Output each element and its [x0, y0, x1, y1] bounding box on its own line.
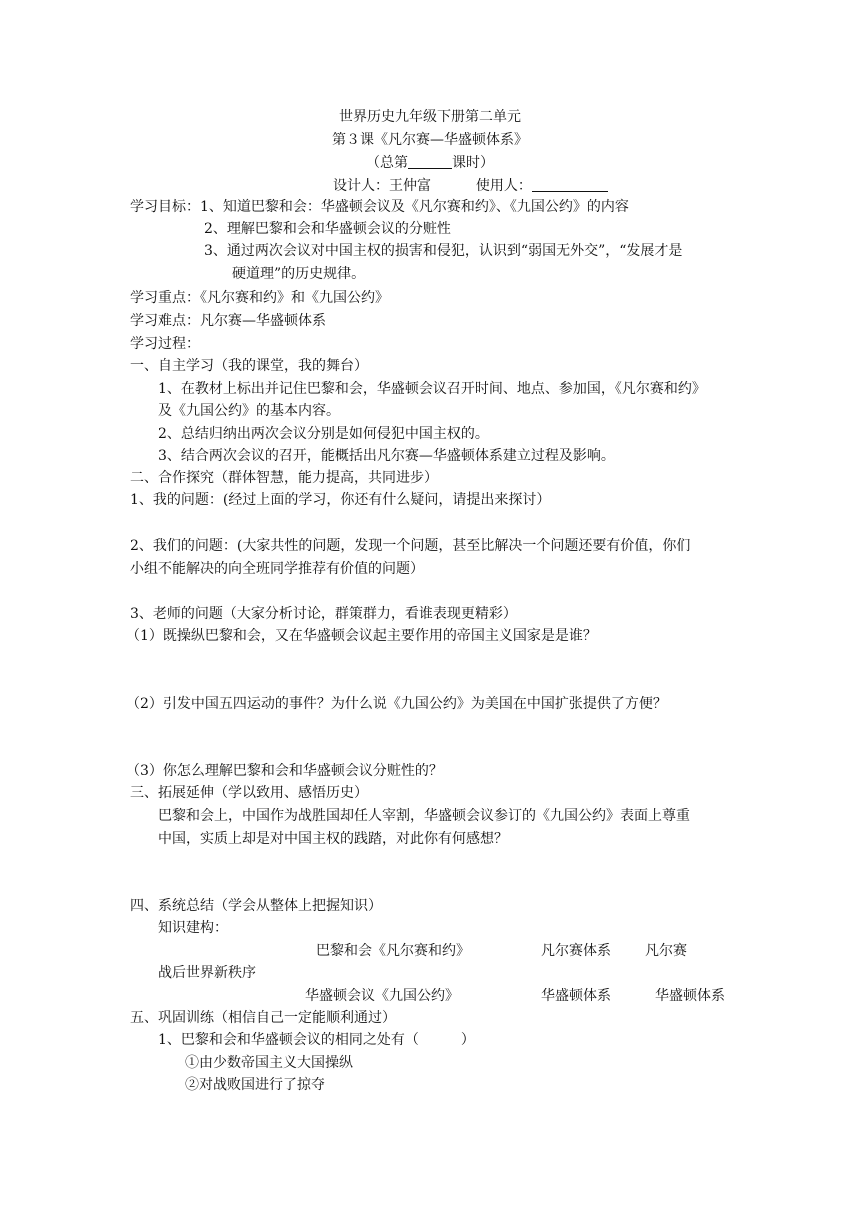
build-row-1-col-2: 凡尔赛体系 [541, 943, 611, 959]
designer: 设计人：王仲富 [333, 178, 431, 194]
my-question: 1、我的问题：(经过上面的学习，你还有什么疑问，请提出来探讨） [130, 492, 551, 508]
teacher-sub-1: （1）既操纵巴黎和会，又在华盛顿会议起主要作用的帝国主义国家是是谁？ [126, 628, 597, 644]
exercise-option-1: ①由少数帝国主义大国操纵 [185, 1055, 353, 1071]
build-row-2-col-1: 华盛顿会议《九国公约》 [305, 988, 459, 1004]
period-line [0, 153, 860, 173]
section-1-item-2: 2、总结归纳出两次会议分别是如何侵犯中国主权的。 [158, 426, 489, 442]
period-blank [408, 154, 452, 169]
period-suffix: 课时） [452, 155, 494, 171]
objective-3a: 3、通过两次会议对中国主权的损害和侵犯，认识到“弱国无外交”，“发展才是 [204, 243, 683, 259]
objective-1: 1、知道巴黎和会：华盛顿会议及《凡尔赛和约》、《九国公约》的内容 [200, 199, 629, 215]
teacher-sub-2: （2）引发中国五四运动的事件？为什么说《九国公约》为美国在中国扩张提供了方便？ [126, 696, 667, 712]
build-center-label: 战后世界新秩序 [158, 965, 256, 981]
section-1-item-3: 3、结合两次会议的召开，能概括出凡尔赛—华盛顿体系建立过程及影响。 [158, 448, 615, 464]
designer-line [333, 176, 608, 196]
build-row-2-col-2: 华盛顿体系 [541, 988, 611, 1004]
process-label: 学习过程： [130, 336, 200, 352]
user-label: 使用人： [475, 178, 532, 194]
our-question-b: 小组不能解决的向全班同学推荐有价值的问题） [130, 561, 424, 577]
objective-3b: 硬道理”的历史规律。 [232, 266, 366, 282]
difficulty: 学习难点：凡尔赛—华盛顿体系 [130, 313, 326, 329]
section-3-title: 三、拓展延伸（学以致用、感悟历史） [130, 785, 368, 801]
section-1-item-1a: 1、在教材上标出并记住巴黎和会，华盛顿会议召开时间、地点、参加国，《凡尔赛和约》 [158, 381, 706, 397]
objectives-line-1 [130, 197, 629, 217]
objectives-label: 学习目标： [130, 199, 200, 215]
build-row-1-col-3: 凡尔赛 [645, 943, 687, 959]
user-blank [532, 177, 608, 192]
teacher-sub-3: （3）你怎么理解巴黎和会和华盛顿会议分赃性的？ [126, 763, 443, 779]
teacher-question: 3、老师的问题（大家分析讨论，群策群力，看谁表现更精彩） [130, 606, 517, 622]
period-prefix: （总第 [366, 155, 408, 171]
section-2-title: 二、合作探究（群体智慧，能力提高，共同进步） [130, 470, 438, 486]
knowledge-build-label: 知识建构： [158, 920, 228, 936]
section-3-text-1: 巴黎和会上，中国作为战胜国却任人宰割，华盛顿会议参订的《九国公约》表面上尊重 [158, 808, 690, 824]
section-1-item-1b: 及《九国公约》的基本内容。 [158, 403, 340, 419]
objective-2: 2、理解巴黎和会和华盛顿会议的分赃性 [204, 221, 451, 237]
section-4-title: 四、系统总结（学会从整体上把握知识） [130, 898, 382, 914]
lesson-title: 第３课《凡尔赛—华盛顿体系》 [332, 132, 528, 148]
unit-title: 世界历史九年级下册第二单元 [339, 109, 521, 125]
section-3-text-2: 中国，实质上却是对中国主权的践踏，对此你有何感想？ [158, 831, 508, 847]
section-5-title: 五、巩固训练（相信自己一定能顺利通过） [130, 1010, 396, 1026]
exercise-question-1: 1、巴黎和会和华盛顿会议的相同之处有（ ） [158, 1032, 475, 1048]
our-question-a: 2、我们的问题：(大家共性的问题，发现一个问题，甚至比解决一个问题还要有价值，你们 [130, 538, 691, 554]
build-row-2-col-3: 华盛顿体系 [655, 988, 725, 1004]
build-row-1-col-1: 巴黎和会《凡尔赛和约》 [316, 943, 470, 959]
section-1-title: 一、自主学习（我的课堂，我的舞台） [130, 358, 368, 374]
exercise-option-2: ②对战败国进行了掠夺 [185, 1077, 325, 1093]
key-point: 学习重点：《凡尔赛和约》和《九国公约》 [130, 290, 389, 306]
